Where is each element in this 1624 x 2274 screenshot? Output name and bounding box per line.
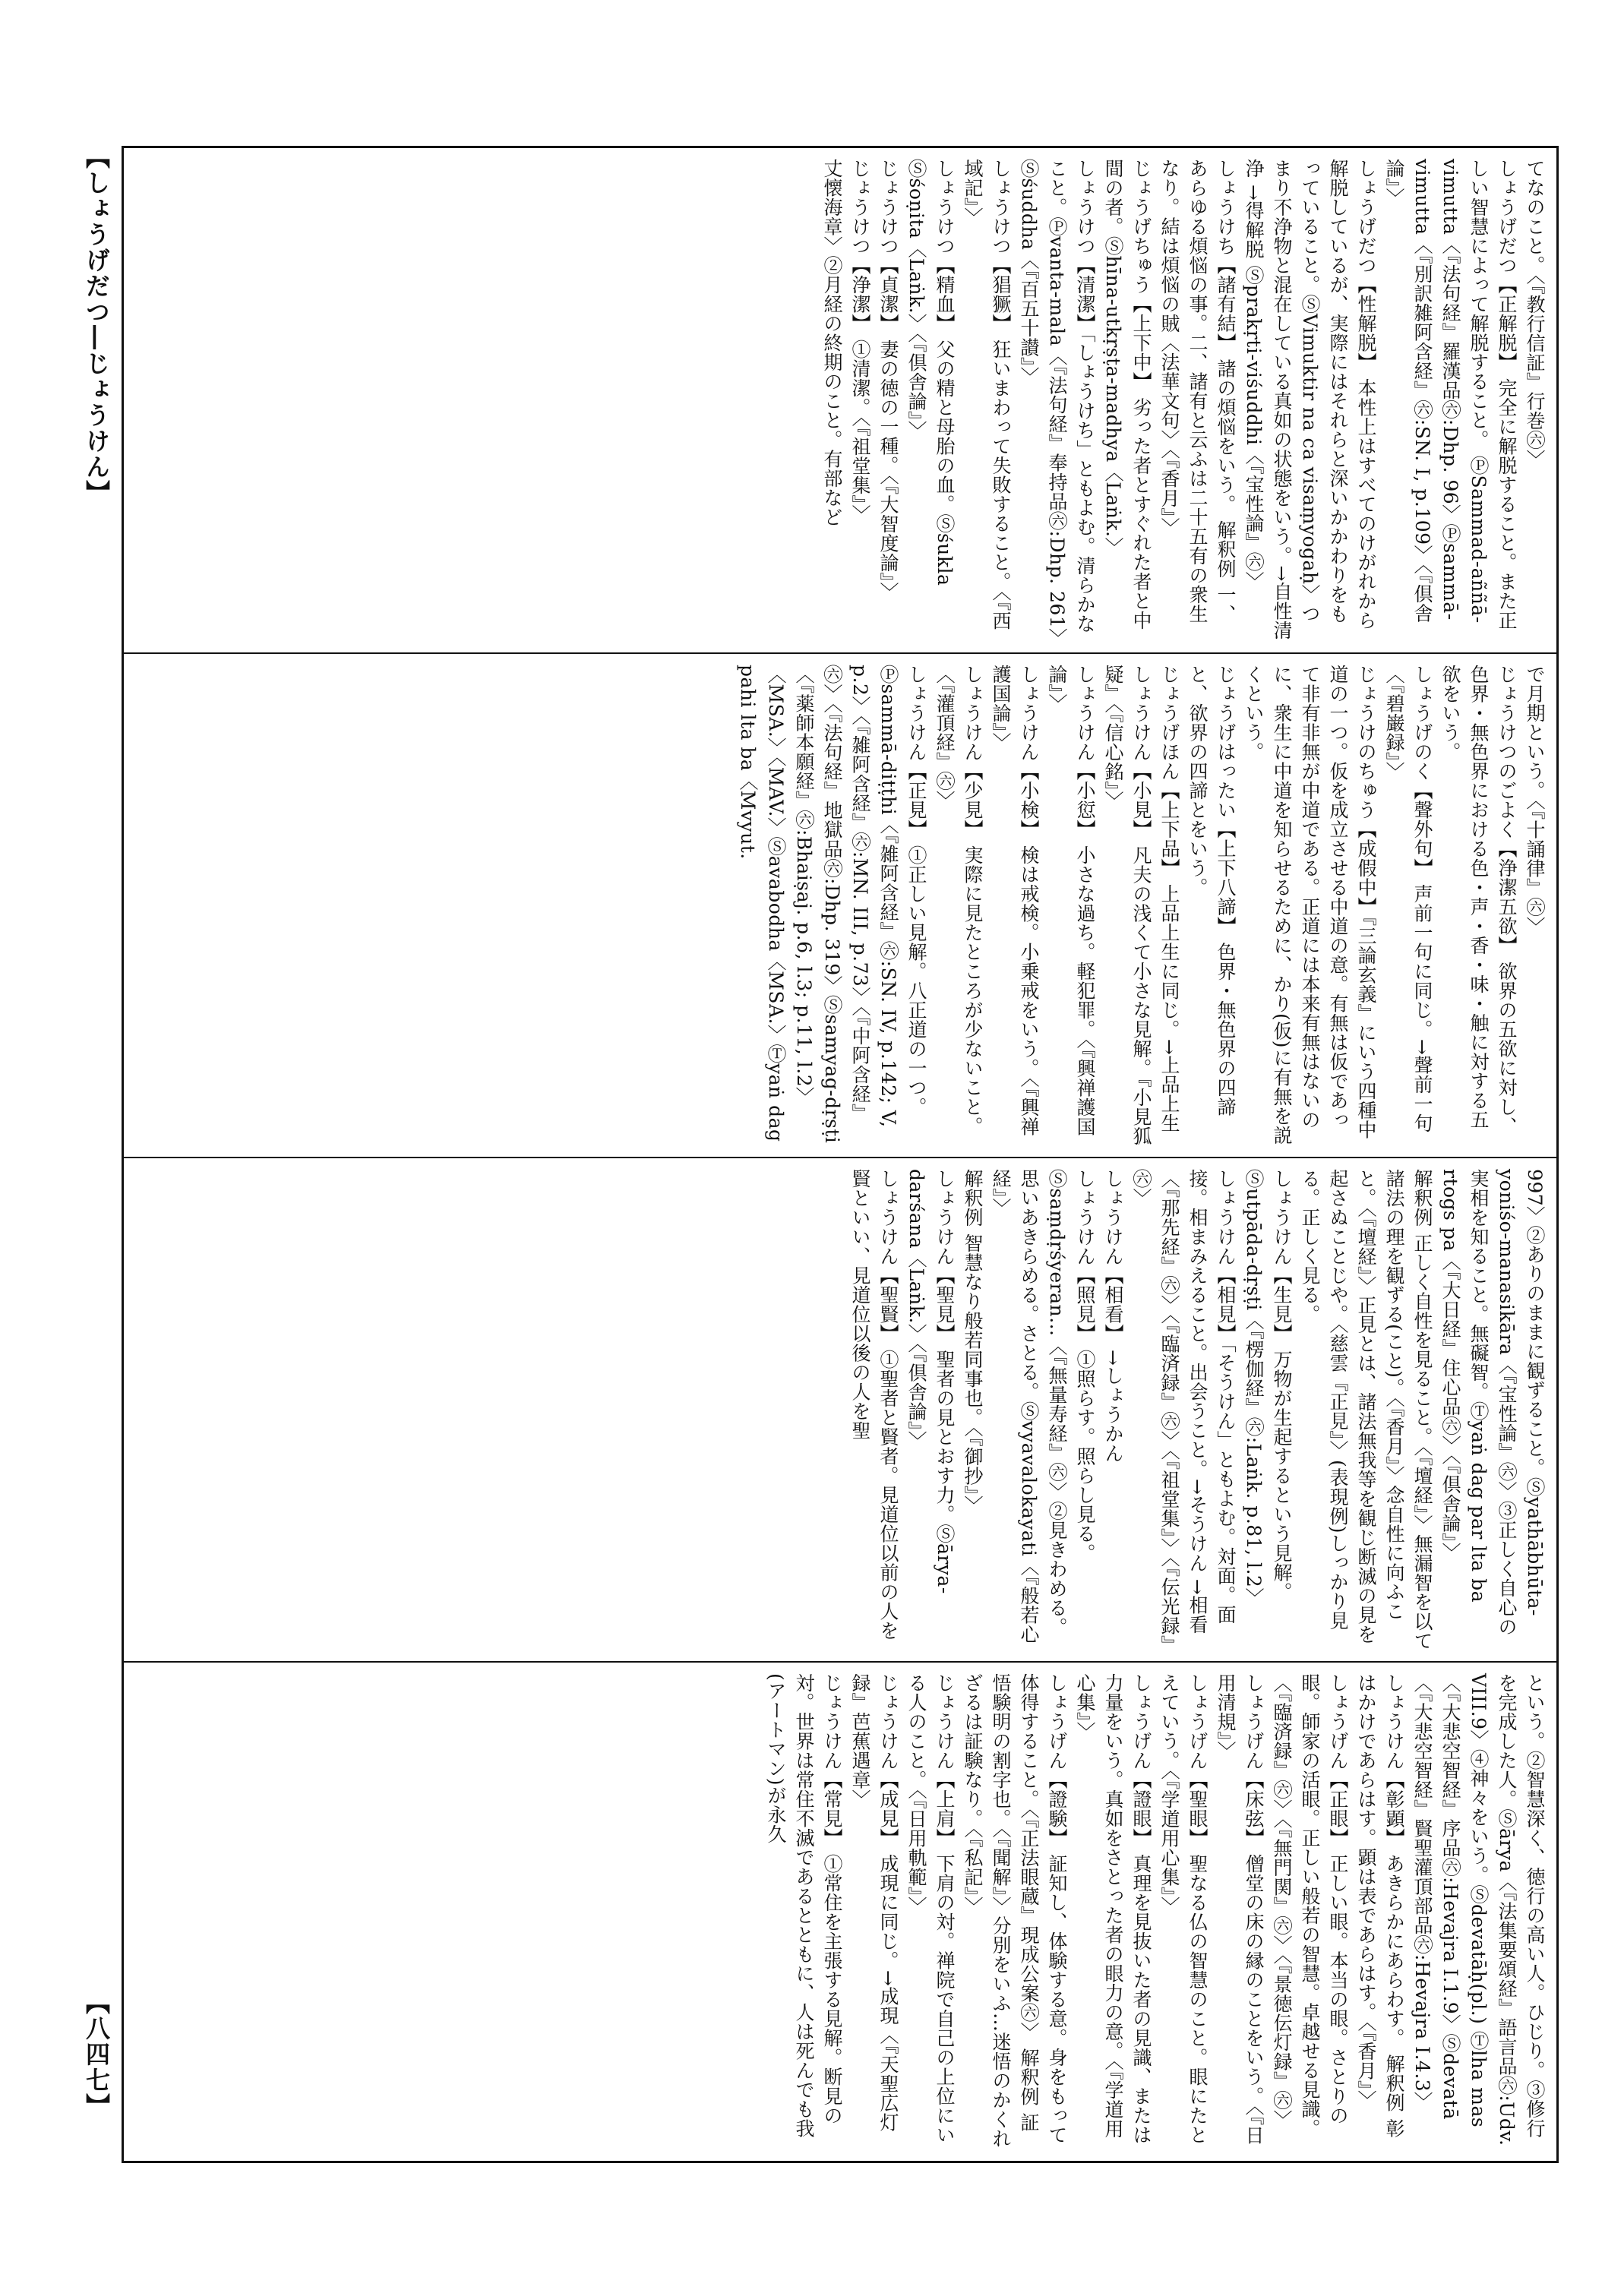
band-2 [124, 654, 1556, 1157]
dictionary-page-frame [122, 146, 1559, 2163]
dictionary-entry: じょうげちゅう【上下中】 劣った者とすぐれた者と中間の者。Ⓢhīna-utkṛṣṭa-madhya〈Laṅk.〉 [1102, 159, 1152, 630]
dictionary-entry: じょうけつのごよく【浄潔五欲】 欲界の五欲に対し、色界・無色界における色・声・香・味・触に対する五欲をいう。 [1439, 665, 1518, 1136]
dictionary-entry: しょうけつ【清潔】「しょうけち」ともよむ。清らかなこと。Ⓟvanta-mala〈『法句経』奉持品㊅:Dhp. 261〉Ⓢśuddha〈『百五十讃』〉 [1018, 159, 1096, 639]
dictionary-entry: 解釈例 智慧なり般若同事也。〈『御抄』〉 [962, 1169, 984, 1515]
band-1 [124, 148, 1556, 652]
dictionary-entry: しょうけん【彰顕】 あきらかにあらわす。 解釈例 彰はかけであらはす。顕は表であらはす。〈『香月』〉 [1355, 1673, 1405, 2138]
page-header-title: 【しょうげだつ―じょうけん】 [82, 144, 111, 506]
dictionary-entry: しょうけち【諸有結】 諸の煩悩をいう。 解釈例 一、あらゆる煩悩の事。二、諸有と云ふは二十五有の衆生なり。結は煩悩の賊〈法華文句〉〈『香月』〉 [1158, 159, 1237, 624]
dictionary-entry: しょうげん【正眼】 正しい眼。本当の眼。さとりの眼。師家の活眼。正しい般若の智慧。卓越せる見識。〈『臨済録』㊅〉〈『無門関』㊅〉〈『景徳伝灯録』㊅〉 [1271, 1673, 1349, 2138]
dictionary-entry: しょうけん【正見】 ①正しい見解。八正道の一つ。Ⓟsammā-diṭṭhi〈『雑阿含経』㊅:SN. IV, p.142; V, p.2〉〈『雑阿含経』㊅:MN. III, p.73〉〈『中阿含経』㊅〉〈『法句経』地獄品㊅:Dhp. 319〉Ⓢsamyag-dṛṣṭi〈『薬師本願経』㊅:Bhaiṣaj. p.6, l.3; p.11, l.2〉〈MSA.〉〈MAV.〉Ⓢavabodha〈MSA.〉Ⓣyaṅ dag pahi lta ba〈Mvyut. [737, 665, 927, 1144]
dictionary-entry: しょうげん【證眼】 真理を見抜いた者の見識、または力量をいう。真如をさとった者の眼力の意。〈『学道用心集』〉 [1074, 1673, 1152, 2145]
dictionary-entry: しょうけん【少見】 実際に見たところが少ないこと。〈『灌頂経』㊅〉 [934, 665, 984, 1136]
dictionary-entry: 解釈例 正しく自性を見ること。〈『壇経』〉無漏智を以て諸法の理を観ずる(こと)。〈『香月』〉念自性に向ふこと。〈『壇経』〉正見とは、諸法無我等を観じ断滅の見を起さぬことじや。〈慈雲『正見』〉(表現例)しっかり見る。正しく見る。 [1299, 1169, 1433, 1650]
dictionary-entry: しょうけん【小検】 検は戒検。小乗戒をいう。〈『興禅護国論』〉 [990, 665, 1040, 1136]
dictionary-entry: しょうげだつ【正解脱】 完全に解脱すること。また正しい智慧によって解脱すること。 ⓅSammad-aññā-vimutta〈『法句経』羅漢品㊅:Dhp. 96〉Ⓟsammā-vimutta〈『別訳雑阿含経』㊅:SN. I, p.109〉〈『倶舎論』〉 [1383, 159, 1518, 630]
dictionary-entry: しょうけん【相見】「そうけん」ともよむ。対面。面接。相まみえること。出会うこと。→そうけん →相看〈『那先経』㊅〉〈『臨済録』㊅〉〈『祖堂集』〉〈『伝光録』㊅〉 [1130, 1169, 1237, 1645]
dictionary-entry: しょうげん【聖眼】 聖なる仏の智慧のこと。眼にたとえていう。〈『学道用心集』〉 [1158, 1673, 1209, 2145]
dictionary-entry: しょうけん【生見】 万物が生起するという見解。Ⓢutpāda-dṛṣṭi〈『楞伽経』㊅:Laṅk. p.81, l.2〉 [1243, 1169, 1293, 1607]
dictionary-entry: しょうけつ【精血】 父の精と母胎の血。Ⓢśukla Ⓢśoṇita〈Laṅk.〉〈『倶舎論』〉 [905, 159, 956, 586]
dictionary-entry: 丈懐海章〉②月経の終期のこと。有部など [821, 159, 843, 527]
dictionary-entry: しょうげん【床弦】 僧堂の床の縁のことをいう。〈『日用清規』〉 [1215, 1673, 1265, 2145]
dictionary-entry: しょうけん【照見】 ①照らす。照らし見る。Ⓢsaṃdṛśyeran…〈『無量寿経』㊅〉②見きわめる。思いあきらめる。さとる。Ⓢvyavalokayati〈『般若心経』〉 [990, 1169, 1096, 1644]
dictionary-entry: じょうけつ【浄潔】 ①清潔。〈『祖堂集』〉 [849, 159, 871, 524]
dictionary-entry: じょうげはったい【上下八諦】 色界・無色界の四諦と、欲界の四諦とをいう。 [1186, 665, 1237, 1116]
dictionary-entry: で月期という。〈『十誦律』㊅〉 [1524, 665, 1546, 936]
page-number: 【八四七】 [82, 1990, 111, 2119]
dictionary-entry: しょうけん【聖賢】 ①聖者と賢者。見道位以前の人を賢といい、見道位以後の人を聖 [849, 1169, 899, 1641]
dictionary-entry: しょうけん【相看】 →しょうかん [1102, 1169, 1124, 1463]
dictionary-entry: という。②智慧深く、徳行の高い人。ひじり。③修行を完成した人。Ⓢārya〈『法集要頌経』語言品㊅:Udv. VIII.9〉④神々をいう。Ⓢdevatāḥ(pl.) Ⓣlha mas〈『大悲空智経』序品㊅:Hevajra I.1.9〉Ⓢdevatā〈『大悲空智経』賢聖灌頂部品㊅:Hevajra I.4.3〉 [1411, 1673, 1546, 2146]
dictionary-entry: じょうけん【常見】 ①常住を主張する見解。断見の対。世界は常住不滅であるとともに、人は死んでも我(アートマン)が永久 [765, 1673, 843, 2138]
dictionary-entry: じょうげほん【上下品】 上品上生に同じ。→上品上生 [1158, 665, 1180, 1133]
dictionary-entry: しょうけん【小見】 凡夫の浅くて小さな見解。『小見狐疑』〈『信心銘』〉 [1102, 665, 1152, 1146]
dictionary-entry: じょうけのちゅう【成假中】『三論玄義』にいう四種中道の一つ。仮を成立させる中道の意。有無は仮であって非有非無が中道である。正道には本来有無はないのに、衆生に中道を知らせるために、かり(仮)に有無を説くという。 [1243, 665, 1377, 1145]
dictionary-entry: 997〉②ありのままに観ずること。Ⓢyathābhūta-yoniśo-manasikāra〈『宝性論』㊅〉③正しく自心の実相を知ること。無礙智。Ⓣyaṅ dag par lta ba rtogs pa〈『大日経』住心品㊅〉〈『倶舎論』〉 [1439, 1169, 1546, 1637]
dictionary-entry: しょうげだつ【性解脱】 本性上はすべてのけがれから解脱しているが、実際にはそれらと深いかかわりをもっていること。ⓈVimuktir na ca visaṃyogaḥ〉つまり不浄物と混在している真如の状態をいう。→自性清浄 →得解脱 Ⓢprakṛti-viśuddhi〈『宝性論』㊅〉 [1243, 159, 1377, 640]
band-3 [124, 1158, 1556, 1661]
band-4 [124, 1663, 1556, 2161]
dictionary-entry: じょうけつ【貞潔】 妻の徳の一種。〈『大智度論』〉 [877, 159, 899, 602]
dictionary-entry: じょうけん【成見】 成現に同じ。→成現〈『天聖広灯録』芭蕉遇章〉 [849, 1673, 899, 2132]
dictionary-entry: しょうけん【聖見】 聖者の見とおす力。Ⓢārya-darśana〈Laṅk.〉〈『倶舎論』〉 [905, 1169, 956, 1594]
dictionary-entry: てなのこと。〈『教行信証』行巻㊅〉 [1524, 159, 1546, 469]
dictionary-entry: しょうけつ【猖獗】 狂いまわって失敗すること。〈『西域記』〉 [962, 159, 1012, 630]
dictionary-entry: じょうけん【上肩】 下肩の対。禅院で自己の上位にいる人のこと。〈『日用軌範』〉 [905, 1673, 956, 2145]
dictionary-entry: しょうげのく【聲外句】 声前一句に同じ。→聲前一句〈『碧巌録』〉 [1383, 665, 1433, 1133]
dictionary-entry: しょうげん【證験】 証知し、体験する意。身をもって体得すること。〈『正法眼蔵』現成公案㊅〉 解釈例 証悟験明の割字也。〈『聞解』〉分別をいふ…迷悟のかくれざるは証験なり。〈『私記』〉 [962, 1673, 1068, 2149]
dictionary-entry: しょうけん【小愆】 小さな過ち。軽犯罪。〈『興禅護国論』〉 [1046, 665, 1096, 1136]
